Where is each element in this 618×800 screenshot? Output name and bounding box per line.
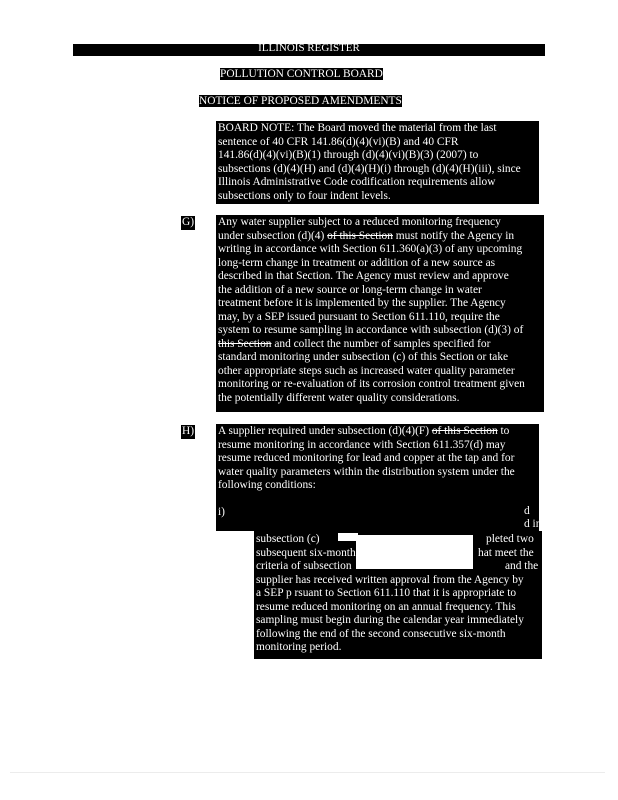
section-g-line: may, by a SEP issued pursuant to Section 611.110, require the bbox=[218, 310, 500, 323]
redaction-gap bbox=[356, 535, 473, 569]
subsection-i-line: criteria of subsection bbox=[256, 560, 352, 572]
section-h-line bbox=[218, 425, 509, 439]
board-note-line: BOARD NOTE: The Board moved the material from the last bbox=[218, 122, 497, 134]
sub-item-marker: i) bbox=[218, 506, 225, 518]
notice-title: NOTICE OF PROPOSED AMENDMENTS bbox=[199, 95, 402, 107]
struck-text: of this Section bbox=[431, 425, 498, 437]
section-g-line: the potentially different water quality considerations. bbox=[218, 391, 460, 404]
subsection-i-line: monitoring period. bbox=[256, 641, 342, 653]
board-title: POLLUTION CONTROL BOARD bbox=[220, 68, 383, 80]
board-note-line: 141.86(d)(4)(vi)(B)(1) through (d)(4)(vi)(B)(3) (2007) to bbox=[218, 149, 479, 161]
section-g-line: long-term change in treatment or addition of a new source as bbox=[218, 256, 496, 269]
register-title: ILLINOIS REGISTER bbox=[258, 42, 360, 54]
section-h-line: following conditions: bbox=[218, 479, 316, 491]
section-g-line: standard monitoring under subsection (c) of this Section or take bbox=[218, 351, 509, 363]
board-note-line: sentence of 40 CFR 141.86(d)(4)(vi)(B) and 40 CFR bbox=[218, 135, 459, 148]
board-note-line: subsections (d)(4)(H) and (d)(4)(H)(i) through (d)(4)(H)(iii), since bbox=[218, 162, 521, 175]
section-g-line: described in that Section. The Agency must review and approve bbox=[218, 270, 509, 282]
redaction-gap bbox=[338, 533, 358, 541]
text-run: and collect the number of samples specified for bbox=[271, 337, 491, 350]
subsection-i-line: subsequent six-month bbox=[256, 546, 356, 559]
section-g-line: treatment before it is implemented by the supplier. The Agency bbox=[218, 297, 506, 309]
subsection-i-line: sampling must begin during the calendar year immediately bbox=[256, 614, 524, 626]
board-note-line: subsections only to four indent levels. bbox=[218, 189, 391, 202]
section-g-line: monitoring or re-evaluation of its corrosion control treatment given bbox=[218, 378, 525, 390]
section-g-marker: G) bbox=[182, 216, 195, 228]
section-g-line bbox=[218, 230, 514, 244]
section-h-line: resume reduced monitoring for lead and copper at the tap and for bbox=[218, 452, 515, 464]
text-run: must notify the Agency in bbox=[392, 229, 515, 242]
sub-item-fragment: d bbox=[524, 505, 530, 517]
subsection-i-line: supplier has received written approval from the Agency by bbox=[256, 573, 524, 586]
section-h-line: water quality parameters within the distribution system under the bbox=[218, 465, 515, 478]
text-run: A supplier required under subsection (d)(4)(F) bbox=[218, 425, 432, 437]
section-g-line: the addition of a new source or long-term change in water bbox=[218, 283, 482, 296]
section-g-line: other appropriate steps such as increased water quality parameter bbox=[218, 364, 515, 377]
section-h-marker: H) bbox=[182, 425, 195, 437]
subsection-i-line: resume reduced monitoring on an annual frequency. This bbox=[256, 600, 516, 613]
subsection-i-line: pleted two bbox=[486, 533, 534, 545]
board-note-line: Illinois Administrative Code codification requirements allow bbox=[218, 176, 496, 188]
struck-text: of this Section bbox=[327, 229, 393, 242]
subsection-i-line: and the bbox=[505, 560, 539, 572]
section-g-line bbox=[218, 338, 490, 352]
subsection-i-line: hat meet the bbox=[478, 546, 534, 559]
subsection-i-line: a SEP p rsuant to Section 611.110 that it is appropriate to bbox=[256, 587, 517, 599]
section-g-line: writing in accordance with Section 611.360(a)(3) of any upcoming bbox=[218, 243, 523, 255]
text-run: to bbox=[497, 425, 510, 437]
sub-item-fragment: d in bbox=[524, 518, 542, 530]
page-bottom-rule bbox=[10, 772, 605, 773]
struck-text: this Section bbox=[218, 337, 272, 350]
section-g-line: Any water supplier subject to a reduced monitoring frequency bbox=[218, 216, 501, 228]
section-h-line: resume monitoring in accordance with Section 611.357(d) may bbox=[218, 438, 506, 451]
section-g-line: system to resume sampling in accordance with subsection (d)(3) of bbox=[218, 324, 524, 336]
subsection-i-line: subsection (c) bbox=[256, 533, 320, 545]
subsection-i-line: following the end of the second consecutive six-month bbox=[256, 627, 506, 640]
text-run: under subsection (d)(4) bbox=[218, 229, 328, 242]
